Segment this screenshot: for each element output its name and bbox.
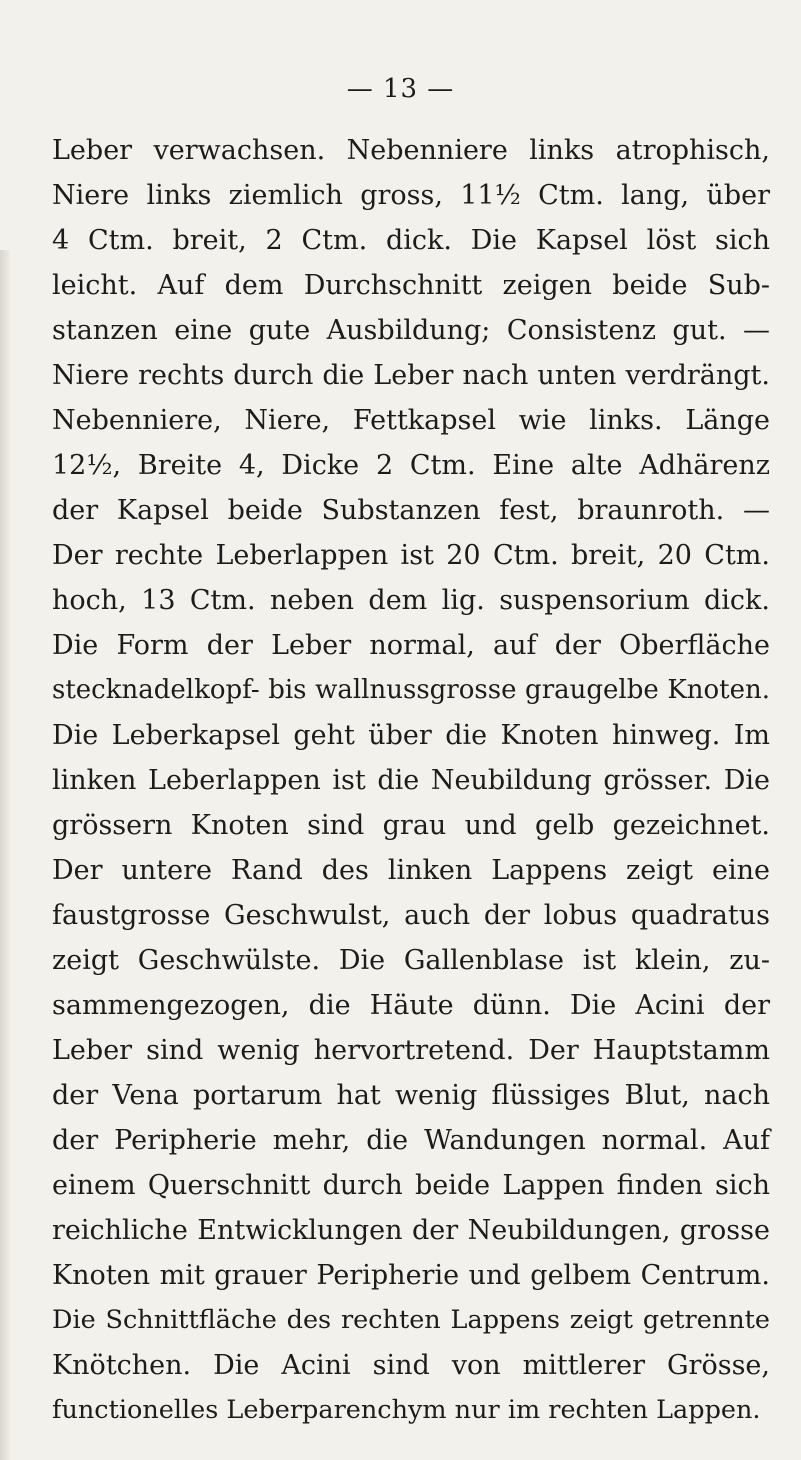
text-line: der Vena portarum hat wenig flüssiges Blut, nach — [52, 1080, 770, 1111]
text-line: einem Querschnitt durch beide Lappen finden sich — [52, 1170, 770, 1201]
text-line: Der rechte Leberlappen ist 20 Ctm. breit, 20 Ctm. — [52, 540, 770, 571]
text-line: leicht. Auf dem Durchschnitt zeigen beide Sub- — [52, 270, 770, 301]
text-line: der Peripherie mehr, die Wandungen normal. Auf — [52, 1125, 770, 1156]
body-text — [52, 128, 770, 1433]
text-line: Die Leberkapsel geht über die Knoten hinweg. Im — [52, 720, 770, 751]
text-line: Nebenniere, Niere, Fettkapsel wie links. Länge — [52, 405, 770, 436]
text-line: linken Leberlappen ist die Neubildung grösser. Die — [52, 765, 770, 796]
text-line: Niere rechts durch die Leber nach unten verdrängt. — [52, 360, 770, 391]
text-line: Leber sind wenig hervortretend. Der Hauptstamm — [52, 1035, 770, 1066]
text-line: hoch, 13 Ctm. neben dem lig. suspensorium dick. — [52, 585, 770, 616]
text-line: stanzen eine gute Ausbildung; Consistenz gut. — — [52, 315, 770, 346]
text-line: faustgrosse Geschwulst, auch der lobus quadratus — [52, 900, 770, 931]
text-line: Niere links ziemlich gross, 11½ Ctm. lang, über — [52, 180, 770, 211]
text-line: Knötchen. Die Acini sind von mittlerer Grösse, — [52, 1350, 770, 1381]
binding-shadow — [0, 250, 10, 1460]
text-line: der Kapsel beide Substanzen fest, braunroth. — — [52, 495, 770, 526]
text-line: functionelles Leberparenchym nur im rechten Lappen. — [52, 1395, 761, 1425]
text-line: Die Form der Leber normal, auf der Oberfläche — [52, 630, 770, 661]
text-line: sammengezogen, die Häute dünn. Die Acini der — [52, 990, 770, 1021]
text-line: Die Schnittfläche des rechten Lappens zeigt getrennte — [52, 1305, 770, 1335]
text-line: Der untere Rand des linken Lappens zeigt eine — [52, 855, 770, 886]
text-line: Leber verwachsen. Nebenniere links atrophisch, — [52, 135, 770, 166]
page-number: — 13 — — [346, 74, 455, 104]
text-line: Knoten mit grauer Peripherie und gelbem Centrum. — [52, 1260, 770, 1291]
text-line: reichliche Entwicklungen der Neubildungen, grosse — [52, 1215, 770, 1246]
text-line: stecknadelkopf- bis wallnussgrosse graugelbe Knoten. — [52, 675, 770, 705]
text-line: 4 Ctm. breit, 2 Ctm. dick. Die Kapsel löst sich — [52, 225, 770, 256]
text-line: grössern Knoten sind grau und gelb gezeichnet. — [52, 810, 770, 841]
text-line: 12½, Breite 4, Dicke 2 Ctm. Eine alte Adhärenz — [52, 450, 770, 481]
text-line: zeigt Geschwülste. Die Gallenblase ist klein, zu- — [52, 945, 770, 976]
